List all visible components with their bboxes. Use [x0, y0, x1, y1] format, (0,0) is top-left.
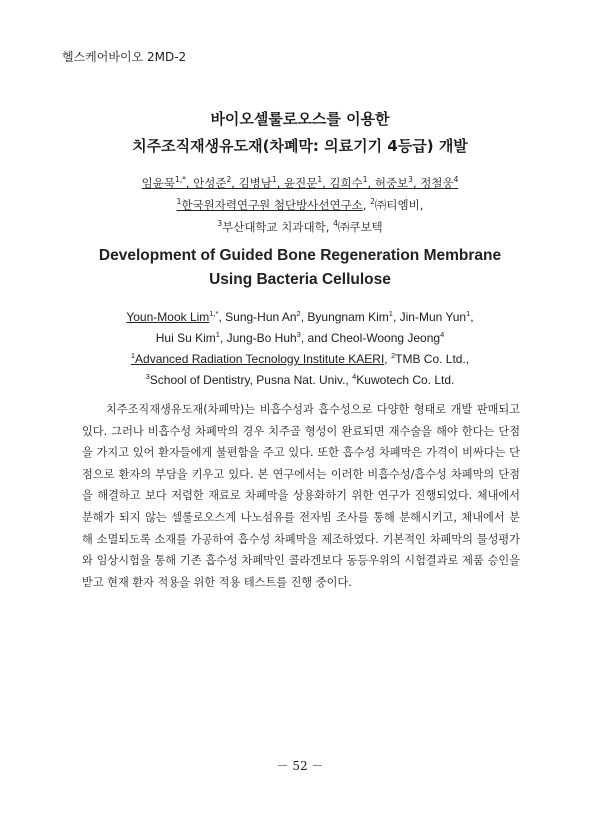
author-name: 김병남 — [238, 176, 272, 190]
author-name: 허중보 — [374, 176, 409, 190]
conjunction: and — [307, 331, 328, 345]
affil-sup: 3 — [145, 372, 150, 381]
english-affiliation-3: School of Dentistry, Pusna Nat. Univ., — [149, 373, 349, 387]
affil-sup: 2 — [390, 351, 396, 360]
author-name: Byungnam Kim — [307, 310, 389, 324]
english-affiliation-1 — [131, 352, 384, 366]
english-affiliation-2: TMB Co. Ltd., — [395, 352, 470, 366]
author-sup: 2 — [226, 175, 232, 185]
korean-affiliation-3: 부산대학교 치과대학 — [222, 220, 326, 234]
author-sup: 1 — [215, 330, 220, 339]
english-author-block — [0, 307, 600, 391]
english-affiliation-4: Kuwotech Co. Ltd. — [356, 373, 455, 387]
korean-author-list — [0, 172, 600, 194]
author-name: 정철웅 — [420, 176, 454, 190]
affil-sup: 1 — [130, 351, 136, 360]
affil-sup: 3 — [217, 219, 223, 229]
affil-sup: 4 — [352, 372, 357, 381]
session-code: 헬스케어바이오 2MD-2 — [62, 50, 187, 64]
author-sup: 4 — [453, 175, 459, 185]
affil-sup: 4 — [333, 219, 338, 229]
affil-sup: 2 — [370, 197, 375, 207]
affil-text: Advanced Radiation Tecnology Institute KAERI — [135, 352, 385, 366]
author-sup: 1 — [362, 175, 368, 185]
korean-affiliation-line-2: $^3$부산대학교 치과대학, $^4$㈜쿠보텍 — [217, 219, 383, 234]
korean-affiliation-1 — [177, 198, 363, 212]
english-title — [0, 244, 600, 292]
corresponding-author-name: Youn-Mook Lim — [126, 310, 210, 324]
author-sup: 3 — [296, 330, 301, 339]
affil-sup: 1 — [176, 197, 182, 207]
author-sup: 4 — [440, 330, 445, 339]
english-author-line-1: Youn-Mook Lim$^{1,*}$, Sung-Hun An$^2$, Byungnam Kim$^1$, Jin-Mun Yun$^1$, — [126, 309, 474, 324]
author-name: Hui Su Kim — [155, 331, 216, 345]
korean-title — [0, 106, 600, 160]
author-name: 임윤묵 — [141, 176, 175, 190]
english-title-line-1: Development of Guided Bone Regeneration Membrane — [98, 247, 502, 264]
abstract — [82, 399, 520, 593]
author-name: Sung-Hun An — [225, 310, 297, 324]
english-title-line-2: Using Bacteria Cellulose — [209, 271, 391, 288]
author-sup: 1 — [271, 175, 277, 185]
author-name: Jin-Mun Yun — [399, 310, 467, 324]
korean-title-line-2: 치주조직재생유도재(차폐막: 의료기기 4등급) 개발 — [132, 137, 468, 155]
english-affiliation-line-1: $^1$Advanced Radiation Tecnology Institute KAERI, $^2$TMB Co. Ltd., — [130, 351, 470, 366]
author-name: Cheol-Woong Jeong — [330, 331, 441, 345]
author-sup: 1,* — [209, 309, 219, 318]
author-sup: 1 — [466, 309, 471, 318]
abstract-paragraph: 치주조직재생유도재(차폐막)는 비흡수성과 흡수성으로 다양한 형태로 개발 판매되고 있다. 그러나 비흡수성 차폐막의 경우 치주골 형성이 완료되면 재수술을 해야 한다는 단점을 가지고 있어 환자들에게 불편함을 주고 있다. 또한 흡수성 차폐막은 가격이 비싸다는 단점으로 환자의 부담을 키우고 있다. 본 연구에서는 이러한 비흡수성/흡수성 차폐막의 단점을 해결하고 보다 저렴한 재료로 차폐막을 상용화하기 위한 연구가 진행되었다. 체내에서 분해가 되지 않는 셀룰로오스계 나노섬유를 전자빔 조사를 통해 분해시키고, 체내에서 분해 소멸되도록 소재를 가공하여 흡수성 차폐막을 제조하였다. 기본적인 차폐막의 물성평가와 임상시험을 통해 기존 흡수성 차폐막인 콜라겐보다 동등우위의 시험결과로 제품 승인을 받고 현재 환자 적용을 위한 적용 테스트를 진행 중이다. — [82, 403, 520, 589]
korean-affiliation-4: ㈜쿠보텍 — [337, 220, 383, 234]
author-sup: 1 — [388, 309, 393, 318]
author-sup: 2 — [296, 309, 301, 318]
author-sup: 1 — [317, 175, 323, 185]
author-name: 윤진문 — [284, 176, 318, 190]
author-sup: 1,* — [174, 175, 186, 185]
korean-title-line-1: 바이오셀룰로오스를 이용한 — [210, 110, 390, 128]
author-name: 김희수 — [329, 176, 363, 190]
author-name: Jung-Bo Huh — [226, 331, 297, 345]
korean-author-names: 임윤묵$^{1,*}$, 안성준$^2$, 김병남$^1$, 윤진문$^1$, 김희수$^1$, 허중보$^3$, 정철웅$^4$ — [141, 175, 459, 190]
page-number: － 52 － — [276, 759, 324, 773]
affil-text: 한국원자력연구원 첨단방사선연구소 — [181, 198, 363, 212]
korean-affiliation-line-1: $^1$한국원자력연구원 첨단방사선연구소, $^2$㈜티엠비, — [176, 197, 424, 212]
english-author-line-2: Hui Su Kim$^1$, Jung-Bo Huh$^3$, and Cheol-Woong Jeong$^4$ — [155, 330, 445, 345]
english-affiliation-line-2 — [0, 370, 600, 391]
korean-affiliation-2: ㈜티엠비 — [374, 198, 420, 212]
korean-author-block — [0, 172, 600, 238]
author-sup: 3 — [408, 175, 413, 185]
author-name: 안성준 — [193, 176, 227, 190]
